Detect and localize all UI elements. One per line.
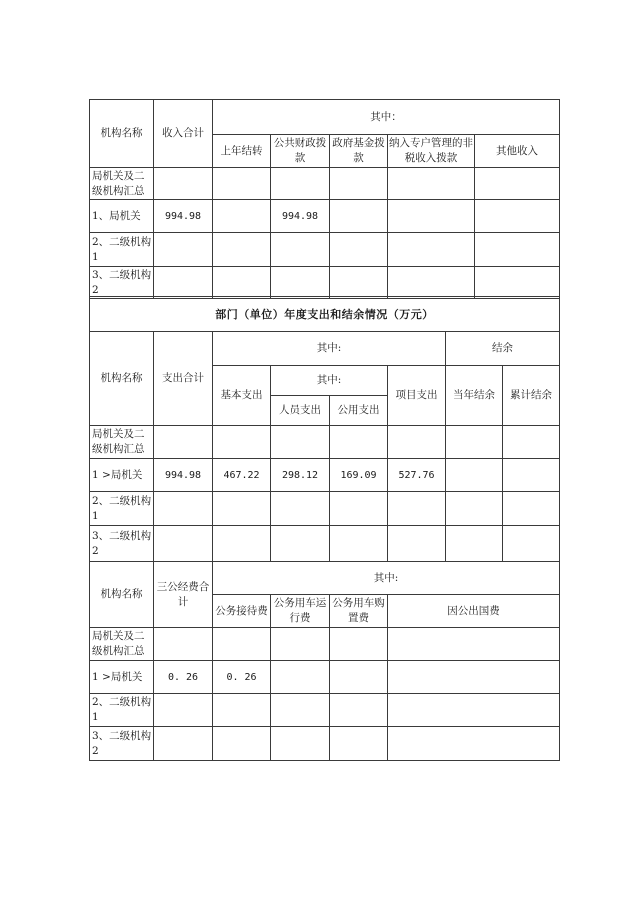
expense-row-project: 527.76 xyxy=(388,459,446,492)
three-public-row-org: 3、二级机构2 xyxy=(90,727,154,761)
income-row-org: 2、二级机构1 xyxy=(90,233,154,267)
income-row-c3 xyxy=(330,200,388,233)
three-public-row-reception xyxy=(213,628,271,661)
three-public-row-total: 0. 26 xyxy=(154,661,213,694)
expense-row-project xyxy=(388,492,446,526)
three-public-row-reception xyxy=(213,727,271,761)
three-public-header-group: 其中: xyxy=(213,562,560,595)
income-row-c3 xyxy=(330,168,388,200)
expense-row-total xyxy=(154,492,213,526)
income-row-org: 局机关及二级机构汇总 xyxy=(90,168,154,200)
expense-row-cum-balance xyxy=(503,526,560,562)
table-row xyxy=(90,233,560,267)
expense-row-org: 3、二级机构2 xyxy=(90,526,154,562)
three-public-table xyxy=(89,561,560,761)
expense-row-basic xyxy=(213,426,271,459)
expense-row-org: 局机关及二级机构汇总 xyxy=(90,426,154,459)
expense-row-public xyxy=(330,492,388,526)
expense-row-personnel xyxy=(271,492,330,526)
expense-row-public xyxy=(330,526,388,562)
three-public-row-total xyxy=(154,727,213,761)
expense-row-personnel: 298.12 xyxy=(271,459,330,492)
income-row-c3 xyxy=(330,233,388,267)
three-public-row-car-buy xyxy=(330,727,388,761)
expense-header-project: 项目支出 xyxy=(388,366,446,426)
three-public-row-car-run xyxy=(271,661,330,694)
expense-header-year-balance: 当年结余 xyxy=(446,366,503,426)
income-header-c2: 公共财政拨款 xyxy=(271,135,330,168)
income-header-group: 其中： xyxy=(213,100,560,135)
expense-row-cum-balance xyxy=(503,492,560,526)
expense-header-balance: 结余 xyxy=(446,332,560,366)
expense-row-personnel xyxy=(271,526,330,562)
three-public-header-car-run: 公务用车运行费 xyxy=(271,595,330,628)
expense-row-total xyxy=(154,426,213,459)
expense-row-personnel xyxy=(271,426,330,459)
income-row-c1 xyxy=(213,200,271,233)
expense-header-basic-group: 其中: xyxy=(271,366,388,396)
expense-row-org: 2、二级机构1 xyxy=(90,492,154,526)
table-row xyxy=(90,661,560,694)
income-row-c2: 994.98 xyxy=(271,200,330,233)
expense-header-cum-balance: 累计结余 xyxy=(503,366,560,426)
table-row xyxy=(90,426,560,459)
expense-row-year-balance xyxy=(446,459,503,492)
income-row-org: 3、二级机构2 xyxy=(90,267,154,299)
three-public-row-car-buy xyxy=(330,694,388,727)
table-row xyxy=(90,628,560,661)
expense-row-total: 994.98 xyxy=(154,459,213,492)
expense-row-public: 169.09 xyxy=(330,459,388,492)
income-row-c3 xyxy=(330,267,388,299)
three-public-header-reception: 公务接待费 xyxy=(213,595,271,628)
income-row-c2 xyxy=(271,267,330,299)
income-row-c2 xyxy=(271,168,330,200)
expense-row-year-balance xyxy=(446,492,503,526)
table-row xyxy=(90,727,560,761)
expense-row-cum-balance xyxy=(503,459,560,492)
income-row-c5 xyxy=(475,200,560,233)
expense-row-cum-balance xyxy=(503,426,560,459)
expense-row-org: 1 >局机关 xyxy=(90,459,154,492)
three-public-row-car-run xyxy=(271,628,330,661)
expense-row-year-balance xyxy=(446,526,503,562)
expense-header-personnel: 人员支出 xyxy=(271,396,330,426)
income-row-c1 xyxy=(213,168,271,200)
table-row xyxy=(90,267,560,299)
three-public-row-car-run xyxy=(271,727,330,761)
expense-row-basic xyxy=(213,492,271,526)
expense-header-total: 支出合计 xyxy=(154,332,213,426)
three-public-row-org: 局机关及二级机构汇总 xyxy=(90,628,154,661)
income-row-c4 xyxy=(388,233,475,267)
income-row-c5 xyxy=(475,168,560,200)
expense-table-title: 部门（单位）年度支出和结余情况（万元） xyxy=(90,297,560,332)
expense-row-total xyxy=(154,526,213,562)
income-row-c2 xyxy=(271,233,330,267)
income-row-c5 xyxy=(475,267,560,299)
income-row-total: 994.98 xyxy=(154,200,213,233)
three-public-header-car-buy: 公务用车购置费 xyxy=(330,595,388,628)
three-public-header-total: 三公经费合计 xyxy=(154,562,213,628)
three-public-header-org: 机构名称 xyxy=(90,562,154,628)
income-header-org: 机构名称 xyxy=(90,100,154,168)
three-public-row-car-buy xyxy=(330,661,388,694)
three-public-row-car-buy xyxy=(330,628,388,661)
income-row-total xyxy=(154,168,213,200)
income-row-c4 xyxy=(388,168,475,200)
income-row-org: 1、局机关 xyxy=(90,200,154,233)
expense-row-basic: 467.22 xyxy=(213,459,271,492)
expense-table xyxy=(89,296,560,562)
income-header-c5: 其他收入 xyxy=(475,135,560,168)
expense-row-basic xyxy=(213,526,271,562)
expense-row-project xyxy=(388,526,446,562)
table-row xyxy=(90,168,560,200)
table-row xyxy=(90,694,560,727)
income-row-total xyxy=(154,233,213,267)
three-public-row-reception: 0. 26 xyxy=(213,661,271,694)
three-public-row-abroad xyxy=(388,694,560,727)
income-row-c1 xyxy=(213,267,271,299)
three-public-row-abroad xyxy=(388,727,560,761)
income-table xyxy=(89,99,560,299)
three-public-row-org: 1 >局机关 xyxy=(90,661,154,694)
income-header-c4: 纳入专户管理的非税收入拨款 xyxy=(388,135,475,168)
income-header-c3: 政府基金拨款 xyxy=(330,135,388,168)
three-public-row-reception xyxy=(213,694,271,727)
income-header-c1: 上年结转 xyxy=(213,135,271,168)
income-header-total: 收入合计 xyxy=(154,100,213,168)
table-row xyxy=(90,459,560,492)
income-row-c4 xyxy=(388,200,475,233)
expense-row-public xyxy=(330,426,388,459)
table-row xyxy=(90,526,560,562)
three-public-row-total xyxy=(154,694,213,727)
expense-row-project xyxy=(388,426,446,459)
three-public-row-org: 2、二级机构1 xyxy=(90,694,154,727)
expense-header-org: 机构名称 xyxy=(90,332,154,426)
three-public-row-abroad xyxy=(388,628,560,661)
expense-header-public: 公用支出 xyxy=(330,396,388,426)
income-row-c4 xyxy=(388,267,475,299)
three-public-row-car-run xyxy=(271,694,330,727)
income-row-c5 xyxy=(475,233,560,267)
three-public-row-total xyxy=(154,628,213,661)
expense-header-group: 其中: xyxy=(213,332,446,366)
expense-header-basic: 基本支出 xyxy=(213,366,271,426)
expense-row-year-balance xyxy=(446,426,503,459)
three-public-header-abroad: 因公出国费 xyxy=(388,595,560,628)
table-row xyxy=(90,492,560,526)
table-row xyxy=(90,200,560,233)
income-row-c1 xyxy=(213,233,271,267)
income-row-total xyxy=(154,267,213,299)
three-public-row-abroad xyxy=(388,661,560,694)
